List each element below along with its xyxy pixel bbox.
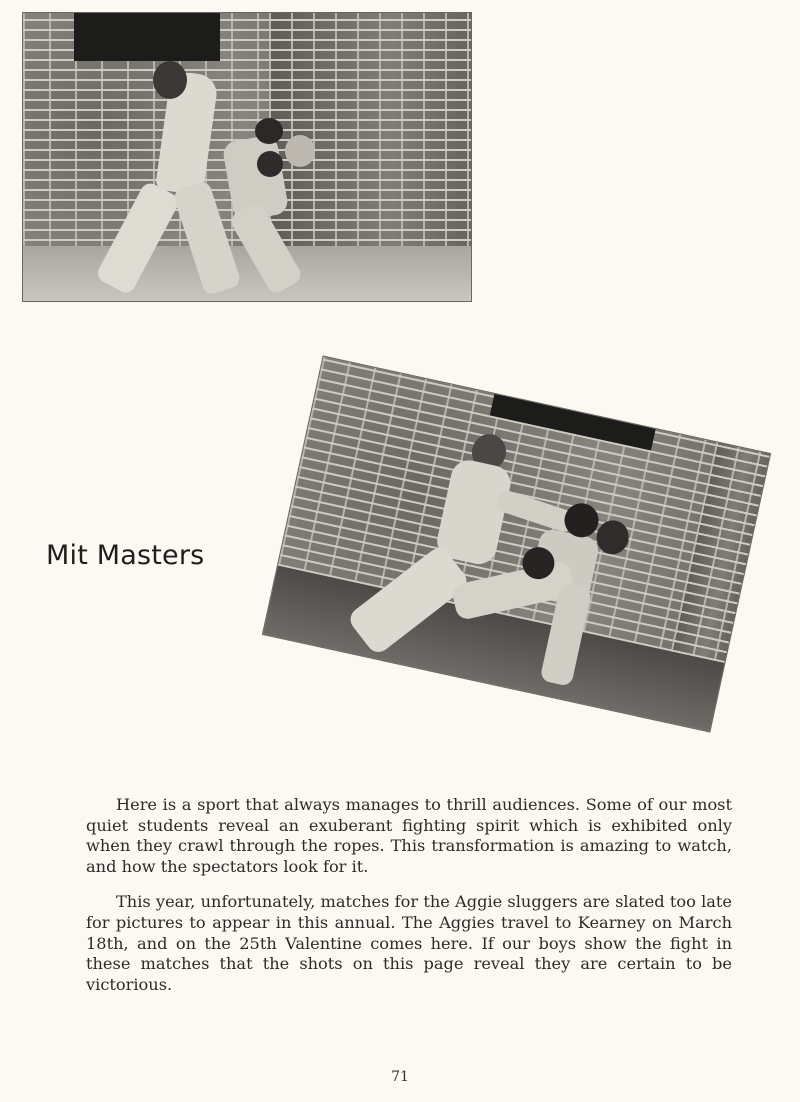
article-body bbox=[86, 795, 732, 1010]
photo-middle-boxers bbox=[263, 357, 770, 732]
boxing-glove bbox=[257, 151, 283, 177]
page-number: 71 bbox=[391, 1069, 409, 1085]
paragraph: Here is a sport that always manages to thrill audiences. Some of our most quiet students reveal an exuberant fighting spirit which is exhibited only when they crawl through the ropes. This transformation is amazing to watch, and how the spectators look for it. bbox=[86, 795, 732, 876]
boxing-glove bbox=[255, 118, 283, 144]
paragraph: This year, unfortunately, matches for the Aggie sluggers are slated too late for pictures to appear in this annual. The Aggies travel to Kearney on March 18th, and on the 25th Valentine comes here. If our boys show the fight in these matches that the shots on this page reveal they are certain to be victorious. bbox=[86, 892, 732, 994]
boxer-right-head bbox=[285, 135, 315, 167]
floor bbox=[23, 246, 471, 301]
photo-top-boxers bbox=[23, 13, 471, 301]
dark-window bbox=[74, 13, 220, 61]
page-title: Mit Masters bbox=[46, 540, 205, 571]
boxer-left-head bbox=[153, 61, 187, 99]
